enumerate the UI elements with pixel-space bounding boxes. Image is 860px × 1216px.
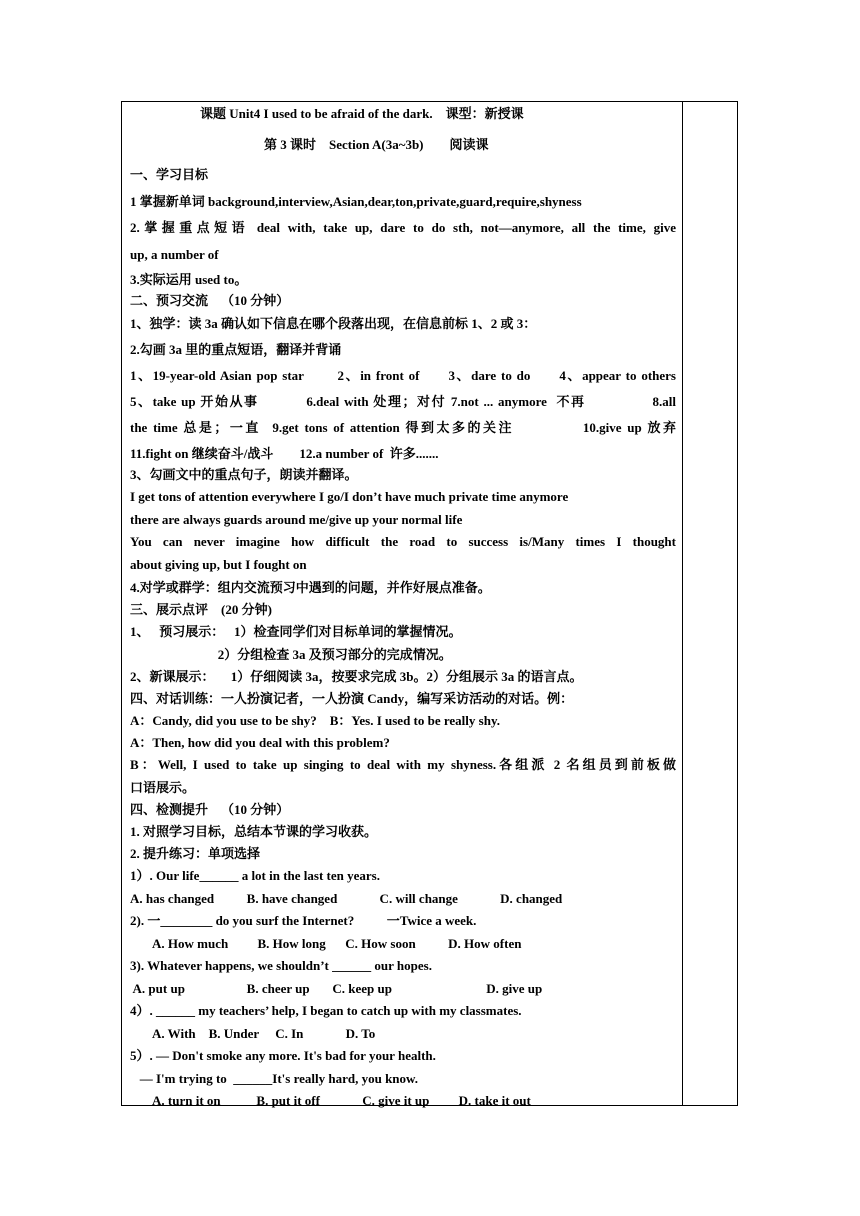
text-line: 1、 预习展示： 1）检查同学们对目标单词的掌握情况。 (130, 624, 462, 639)
section-heading: 三、展示点评 (20 分钟) (130, 602, 272, 617)
text-line: the time 总是；一直 9.get tons of attention 得到太多的关注 10.give up 放弃 (130, 420, 676, 435)
text-line: 口语展示。 (130, 780, 196, 795)
lesson-title: 课题 Unit4 I used to be afraid of the dark. 课型：新授课 (200, 106, 524, 121)
text-line: 4.对学或群学：组内交流预习中遇到的问题，并作好展点准备。 (130, 580, 491, 595)
text-line: 1、独学：读 3a 确认如下信息在哪个段落出现，在信息前标 1、2 或 3： (130, 316, 537, 331)
dialogue-line: B：Well, I used to take up singing to deal with my shyness.各组派 2 名组员到前板做 (130, 757, 676, 772)
text-line: about giving up, but I fought on (130, 557, 307, 572)
section-heading: 四、对话训练：一人扮演记者，一人扮演 Candy，编写采访活动的对话。例： (130, 691, 574, 706)
text-line: 2、新课展示： 1）仔细阅读 3a，按要求完成 3b。2）分组展示 3a 的语言点。 (130, 669, 583, 684)
text-line: 2）分组检查 3a 及预习部分的完成情况。 (130, 647, 452, 662)
text-line: 11.fight on 继续奋斗/战斗 12.a number of 许多....... (130, 446, 439, 461)
text-line: 5、take up 开始从事 6.deal with 处理；对付 7.not ... anymore 不再 8.all (130, 394, 676, 409)
option-line: A. has changed B. have changed C. will change D. changed (130, 891, 563, 906)
text-line: 3、勾画文中的重点句子，朗读并翻译。 (130, 467, 358, 482)
text-line: 1 掌握新单词 background,interview,Asian,dear,ton,private,guard,require,shyness (130, 194, 582, 209)
text-line: up, a number of (130, 247, 219, 262)
text-line: 2.勾画 3a 里的重点短语，翻译并背诵 (130, 342, 342, 357)
text-line: I get tons of attention everywhere I go/I don’t have much private time anymore (130, 489, 569, 504)
section-heading: 四、检测提升 （10 分钟） (130, 802, 290, 817)
text-line: 2. 提升练习：单项选择 (130, 846, 261, 861)
question-line: 3). Whatever happens, we shouldn’t ______ our hopes. (130, 958, 432, 973)
section-heading: 二、预习交流 （10 分钟） (130, 293, 290, 308)
section-heading: 一、学习目标 (130, 167, 209, 182)
option-line: A. With B. Under C. In D. To (130, 1026, 376, 1041)
dialogue-line: A：Then, how did you deal with this problem? (130, 735, 390, 750)
question-line: 5）. — Don't smoke any more. It's bad for your health. (130, 1048, 436, 1063)
question-line: 2). 一________ do you surf the Internet? 一Twice a week. (130, 913, 477, 928)
text-line: 2.掌握重点短语 deal with, take up, dare to do sth, not—anymore, all the time, give (130, 220, 676, 235)
text-line: You can never imagine how difficult the road to success is/Many times I thought (130, 534, 676, 549)
question-line: 1）. Our life______ a lot in the last ten years. (130, 868, 380, 883)
text-line: 3.实际运用 used to。 (130, 272, 248, 287)
option-line: A. How much B. How long C. How soon D. How often (130, 936, 522, 951)
question-line: 4）. ______ my teachers’ help, I began to catch up with my classmates. (130, 1003, 522, 1018)
table-column-divider (682, 101, 683, 1106)
text-line: there are always guards around me/give up your normal life (130, 512, 463, 527)
question-line: — I'm trying to ______It's really hard, you know. (130, 1071, 418, 1086)
option-line: A. put up B. cheer up C. keep up D. give up (130, 981, 543, 996)
lesson-subtitle: 第 3 课时 Section A(3a~3b) 阅读课 (264, 137, 489, 152)
dialogue-line: A：Candy, did you use to be shy? B：Yes. I used to be really shy. (130, 713, 500, 728)
text-line: 1. 对照学习目标，总结本节课的学习收获。 (130, 824, 378, 839)
text-line: 1、19-year-old Asian pop star 2、in front of 3、dare to do 4、appear to others (130, 368, 676, 383)
option-line: A. turn it on B. put it off C. give it up D. take it out (130, 1093, 531, 1108)
